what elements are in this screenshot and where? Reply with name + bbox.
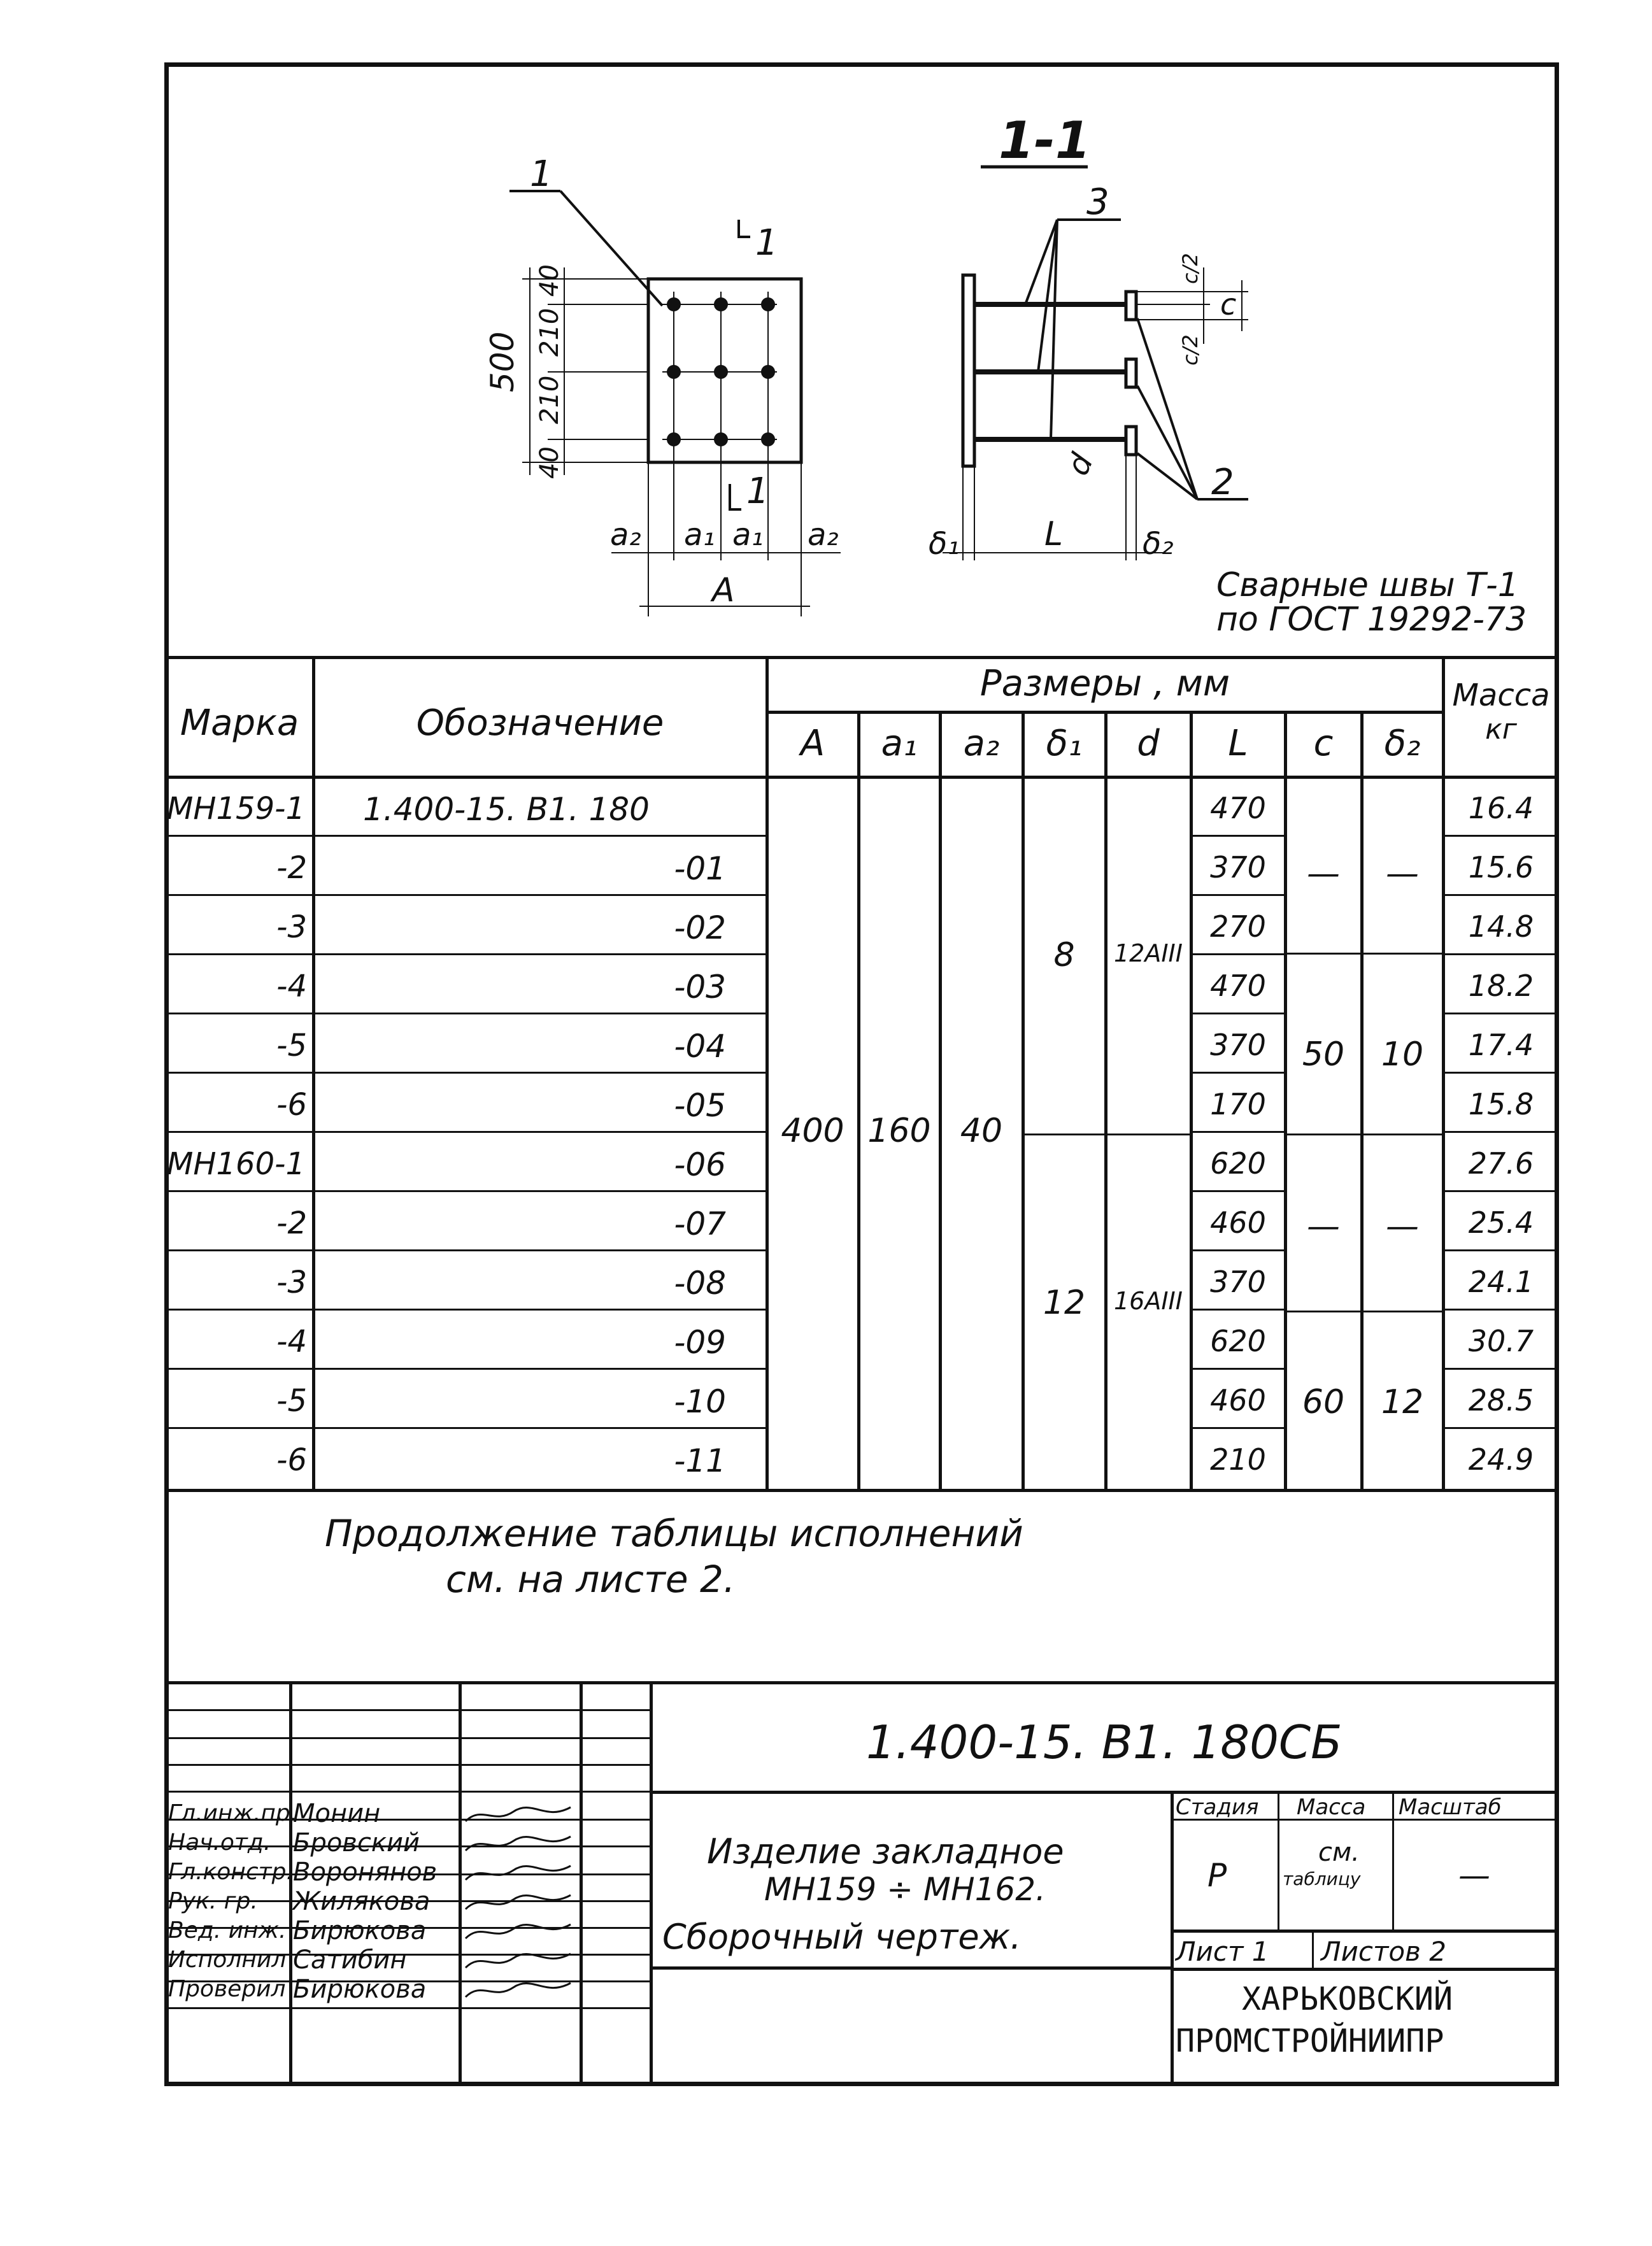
row-mass: 14.8 xyxy=(1468,909,1534,944)
row-designation: -06 xyxy=(674,1146,726,1183)
row-designation: -03 xyxy=(674,969,726,1006)
subheader-3: δ₁ xyxy=(1046,723,1083,764)
stamp-name: Сатибин xyxy=(293,1945,407,1975)
row-marka: -5 xyxy=(276,1028,307,1063)
row-L: 470 xyxy=(1210,969,1266,1003)
mass-value-2: таблицу xyxy=(1283,1868,1361,1889)
stage-value: Р xyxy=(1207,1857,1227,1894)
row-marka: -4 xyxy=(276,969,307,1004)
dim-delta2: δ₂ xyxy=(1143,526,1174,562)
cell-delta1-g1: 8 xyxy=(1053,936,1075,974)
dim-a1-right: a₁ xyxy=(732,517,764,553)
callout-1: 1 xyxy=(530,153,553,195)
row-mass: 30.7 xyxy=(1468,1324,1534,1358)
dim-a2-left: a₂ xyxy=(610,517,641,553)
row-mass: 27.6 xyxy=(1468,1146,1534,1181)
dim-edge-bottom: 40 xyxy=(535,446,564,479)
sheets-label: Листов 2 xyxy=(1321,1936,1446,1967)
stamp-name: Жилякова xyxy=(293,1887,431,1916)
dim-pitch-1: 210 xyxy=(535,308,564,357)
row-L: 370 xyxy=(1210,1028,1266,1062)
stamp-role: Исполнил xyxy=(168,1947,287,1973)
row-marka: -3 xyxy=(276,909,307,945)
row-designation: -04 xyxy=(674,1028,726,1065)
mass-value-1: см. xyxy=(1318,1838,1360,1867)
callout-3: 3 xyxy=(1086,181,1109,223)
stamp-role: Гл.инж.пр. xyxy=(168,1800,298,1826)
section-mark-top: 1 xyxy=(755,222,778,264)
header-massa-unit: кг xyxy=(1485,713,1517,746)
row-marka: -3 xyxy=(276,1265,307,1300)
row-designation: -01 xyxy=(674,850,726,887)
drawing-views xyxy=(164,62,1559,655)
row-L: 460 xyxy=(1210,1383,1266,1418)
subheader-2: a₂ xyxy=(963,723,1000,764)
row-marka: -5 xyxy=(276,1383,307,1419)
row-mass: 25.4 xyxy=(1468,1205,1534,1240)
stage-label: Стадия xyxy=(1176,1795,1259,1820)
title-line1: Изделие закладное xyxy=(707,1831,1064,1872)
row-marka: -6 xyxy=(276,1442,307,1478)
dim-A: A xyxy=(712,571,735,609)
row-marka: -2 xyxy=(276,1205,307,1241)
dim-a2-right: a₂ xyxy=(808,517,839,553)
dim-c-half-top: c/2 xyxy=(1178,253,1202,284)
signature-mark xyxy=(462,1919,577,1945)
dim-total-height: 500 xyxy=(484,331,521,392)
signature-mark xyxy=(462,1890,577,1915)
row-mass: 17.4 xyxy=(1468,1028,1534,1062)
header-marka: Марка xyxy=(180,702,299,744)
dim-c: c xyxy=(1220,287,1237,322)
scale-label: Масштаб xyxy=(1399,1795,1502,1820)
row-mass: 28.5 xyxy=(1468,1383,1534,1418)
row-marka: -4 xyxy=(276,1324,307,1360)
section-title: 1-1 xyxy=(999,111,1091,170)
callout-2: 2 xyxy=(1211,462,1234,503)
weld-note-line2: по ГОСТ 19292-73 xyxy=(1216,601,1527,639)
row-mass: 24.9 xyxy=(1468,1442,1534,1477)
signature-mark xyxy=(462,1949,577,1974)
signature-mark xyxy=(462,1831,577,1857)
subheader-0: A xyxy=(800,723,825,764)
row-marka: -6 xyxy=(276,1087,307,1123)
dim-L: L xyxy=(1044,515,1063,553)
cell-a1: 160 xyxy=(867,1112,931,1150)
subheader-5: L xyxy=(1228,723,1248,764)
row-designation: -05 xyxy=(674,1087,726,1124)
signature-mark xyxy=(462,1861,577,1886)
cell-c-4: 60 xyxy=(1302,1383,1345,1421)
subheader-4: d xyxy=(1137,723,1160,764)
cell-d-g1: 12AIII xyxy=(1114,939,1183,967)
weld-note-line1: Сварные швы Т-1 xyxy=(1216,566,1519,604)
header-razmery: Размеры , мм xyxy=(979,663,1230,704)
org-line2: ПРОМСТРОЙНИИПР xyxy=(1176,2022,1444,2059)
stamp-role: Гл.констр. xyxy=(168,1859,294,1885)
dim-edge-top: 40 xyxy=(535,264,564,297)
cell-c-1: — xyxy=(1307,855,1340,893)
row-mass: 16.4 xyxy=(1468,791,1534,825)
cell-delta2-3: — xyxy=(1386,1207,1419,1246)
signature-mark xyxy=(462,1978,577,2003)
stamp-role: Рук. гр. xyxy=(168,1888,258,1914)
stamp-name: Воронянов xyxy=(293,1858,438,1887)
subheader-6: c xyxy=(1313,723,1334,764)
header-oboznachenie: Обозначение xyxy=(416,702,664,744)
subheader-7: δ₂ xyxy=(1384,723,1421,764)
stamp-name: Бирюкова xyxy=(293,1975,427,2004)
note-line2: см. на листе 2. xyxy=(446,1558,736,1601)
row-L: 270 xyxy=(1210,909,1266,944)
org-line1: ХАРЬКОВСКИЙ xyxy=(1242,1980,1453,2017)
section-mark-bottom: 1 xyxy=(746,471,769,512)
row-L: 370 xyxy=(1210,1265,1266,1299)
sheet-label: Лист 1 xyxy=(1176,1936,1269,1967)
row-marka: -2 xyxy=(276,850,307,886)
doc-code: 1.400-15. В1. 180СБ xyxy=(866,1716,1342,1769)
stamp-role: Вед. инж. xyxy=(168,1917,287,1944)
cell-c-3: — xyxy=(1307,1207,1340,1246)
row-designation: -10 xyxy=(674,1383,726,1420)
title-line2: МН159 ÷ МН162. xyxy=(764,1871,1046,1908)
note-line1: Продолжение таблицы исполнений xyxy=(325,1512,1023,1555)
cell-d-g2: 16AIII xyxy=(1114,1287,1183,1315)
dim-a1-left: a₁ xyxy=(684,517,715,553)
row-L: 620 xyxy=(1210,1146,1266,1181)
dim-d: d xyxy=(1060,448,1100,481)
row-marka: МН159-1 xyxy=(167,791,305,827)
row-L: 210 xyxy=(1210,1442,1266,1477)
row-L: 620 xyxy=(1210,1324,1266,1358)
dim-c-half-bottom: c/2 xyxy=(1178,334,1202,366)
row-designation: -02 xyxy=(674,909,726,946)
stamp-name: Монин xyxy=(293,1799,381,1828)
cell-c-2: 50 xyxy=(1302,1035,1345,1074)
row-L: 460 xyxy=(1210,1205,1266,1240)
stamp-name: Бирюкова xyxy=(293,1916,427,1945)
row-designation: -09 xyxy=(674,1324,726,1361)
dim-delta1: δ₁ xyxy=(929,526,960,562)
cell-delta1-g2: 12 xyxy=(1043,1284,1086,1322)
row-designation: -07 xyxy=(674,1205,726,1242)
stamp-role: Проверил xyxy=(168,1976,286,2002)
row-mass: 15.6 xyxy=(1468,850,1534,885)
cell-a2: 40 xyxy=(960,1112,1003,1150)
cell-delta2-1: — xyxy=(1386,855,1419,893)
dim-pitch-2: 210 xyxy=(535,375,564,424)
row-designation: -08 xyxy=(674,1265,726,1302)
title-line3: Сборочный чертеж. xyxy=(662,1917,1022,1957)
cell-delta2-4: 12 xyxy=(1381,1383,1424,1421)
row-L: 170 xyxy=(1210,1087,1266,1121)
signature-mark xyxy=(462,1802,577,1828)
header-massa: Масса xyxy=(1452,678,1550,713)
row-designation: -11 xyxy=(674,1442,726,1479)
stamp-role: Нач.отд. xyxy=(168,1830,271,1856)
row-mass: 15.8 xyxy=(1468,1087,1534,1121)
subheader-1: a₁ xyxy=(881,723,918,764)
row-L: 370 xyxy=(1210,850,1266,885)
row-marka: МН160-1 xyxy=(167,1146,305,1182)
row-L: 470 xyxy=(1210,791,1266,825)
mass-label: Масса xyxy=(1297,1795,1366,1820)
row-mass: 18.2 xyxy=(1468,969,1534,1003)
scale-value: — xyxy=(1458,1857,1490,1894)
stamp-name: Бровский xyxy=(293,1828,420,1858)
row-mass: 24.1 xyxy=(1468,1265,1534,1299)
cell-A: 400 xyxy=(781,1112,844,1150)
row-designation-base: 1.400-15. В1. 180 xyxy=(363,791,650,828)
cell-delta2-2: 10 xyxy=(1381,1035,1424,1074)
